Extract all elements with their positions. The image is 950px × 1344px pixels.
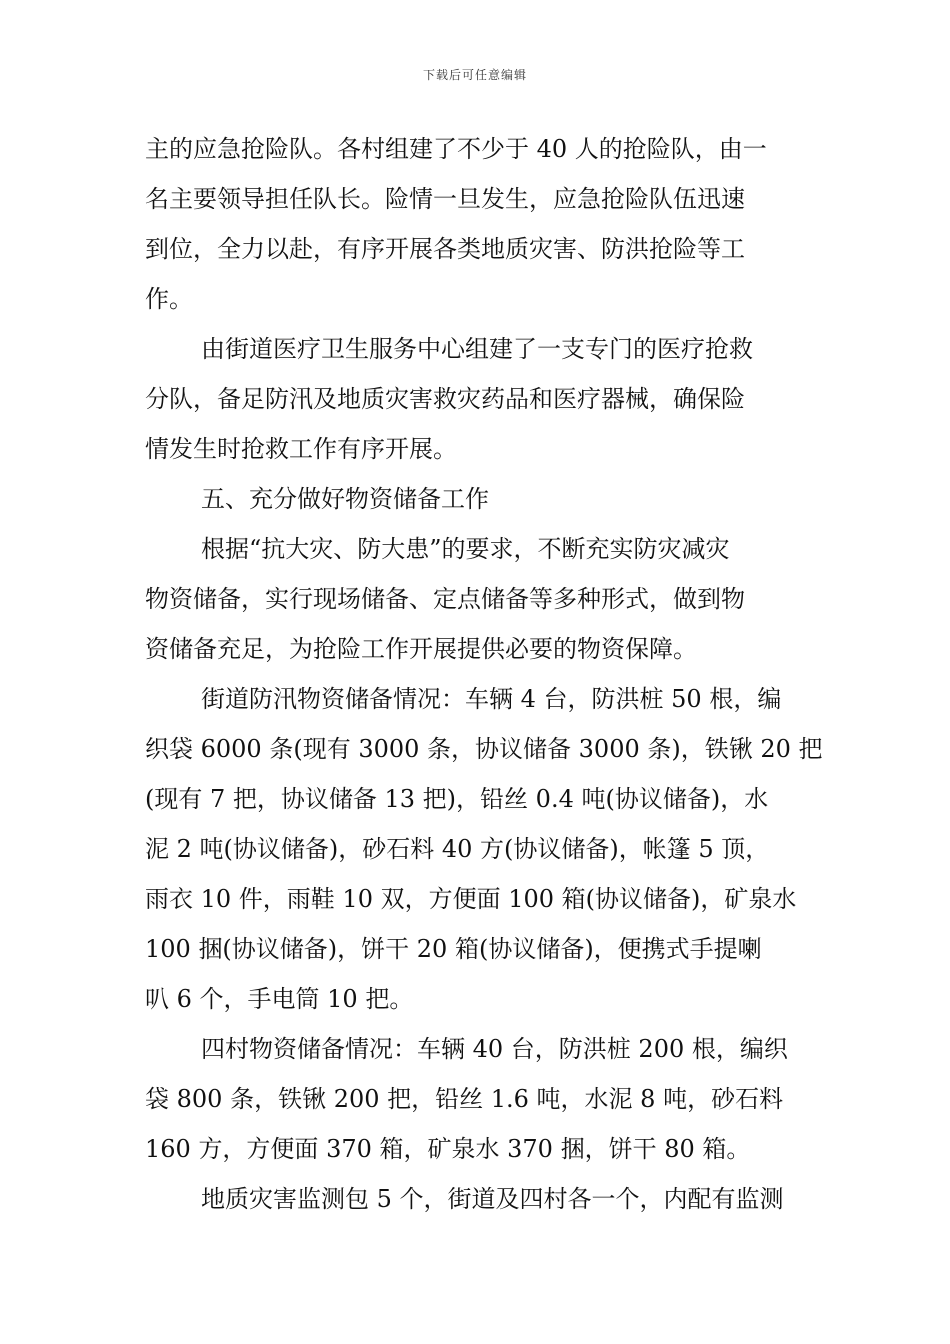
document-body xyxy=(145,124,823,1224)
paragraph-monitoring-kits xyxy=(145,1174,807,1224)
text-line: 雨衣 10 件，雨鞋 10 双，方便面 100 箱(协议储备)，矿泉水 xyxy=(145,885,797,913)
text-line: 资储备充足，为抢险工作开展提供必要的物资保障。 xyxy=(145,635,697,663)
text-line: 五、充分做好物资储备工作 xyxy=(201,485,489,513)
text-line: 100 捆(协议储备)，饼干 20 箱(协议储备)，便携式手提喇 xyxy=(145,935,762,963)
section-heading-supplies xyxy=(145,474,807,524)
text-line: 四村物资储备情况：车辆 40 台，防洪桩 200 根，编织 xyxy=(201,1035,788,1063)
text-line: 名主要领导担任队长。险情一旦发生，应急抢险队伍迅速 xyxy=(145,185,745,213)
paragraph-medical-team xyxy=(145,324,807,474)
text-line: 织袋 6000 条(现有 3000 条，协议储备 3000 条)，铁锹 20 把 xyxy=(145,735,823,763)
text-line: 分队，备足防汛及地质灾害救灾药品和医疗器械，确保险 xyxy=(145,385,745,413)
text-line: 作。 xyxy=(145,285,193,313)
page-header-note: 下载后可任意编辑 xyxy=(422,68,527,82)
text-line: 叭 6 个，手电筒 10 把。 xyxy=(145,985,414,1013)
text-line: 根据“抗大灾、防大患”的要求，不断充实防灾减灾 xyxy=(201,535,730,563)
text-line: 主的应急抢险队。各村组建了不少于 40 人的抢险队，由一 xyxy=(145,135,767,163)
paragraph-rescue-teams xyxy=(145,124,807,324)
text-line: (现有 7 把，协议储备 13 把)，铅丝 0.4 吨(协议储备)，水 xyxy=(145,785,769,813)
text-line: 物资储备，实行现场储备、定点储备等多种形式，做到物 xyxy=(145,585,745,613)
text-line: 泥 2 吨(协议储备)，砂石料 40 方(协议储备)，帐篷 5 顶， xyxy=(145,835,770,863)
text-line: 袋 800 条，铁锹 200 把，铅丝 1.6 吨，水泥 8 吨，砂石料 xyxy=(145,1085,784,1113)
text-line: 160 方，方便面 370 箱，矿泉水 370 捆，饼干 80 箱。 xyxy=(145,1135,751,1163)
text-line: 地质灾害监测包 5 个，街道及四村各一个，内配有监测 xyxy=(201,1185,784,1213)
paragraph-supply-requirements xyxy=(145,524,807,674)
paragraph-street-supplies xyxy=(145,674,823,1024)
text-line: 到位，全力以赴，有序开展各类地质灾害、防洪抢险等工 xyxy=(145,235,745,263)
paragraph-village-supplies xyxy=(145,1024,807,1174)
text-line: 情发生时抢救工作有序开展。 xyxy=(145,435,457,463)
text-line: 街道防汛物资储备情况：车辆 4 台，防洪桩 50 根，编 xyxy=(201,685,782,713)
text-line: 由街道医疗卫生服务中心组建了一支专门的医疗抢救 xyxy=(201,335,753,363)
